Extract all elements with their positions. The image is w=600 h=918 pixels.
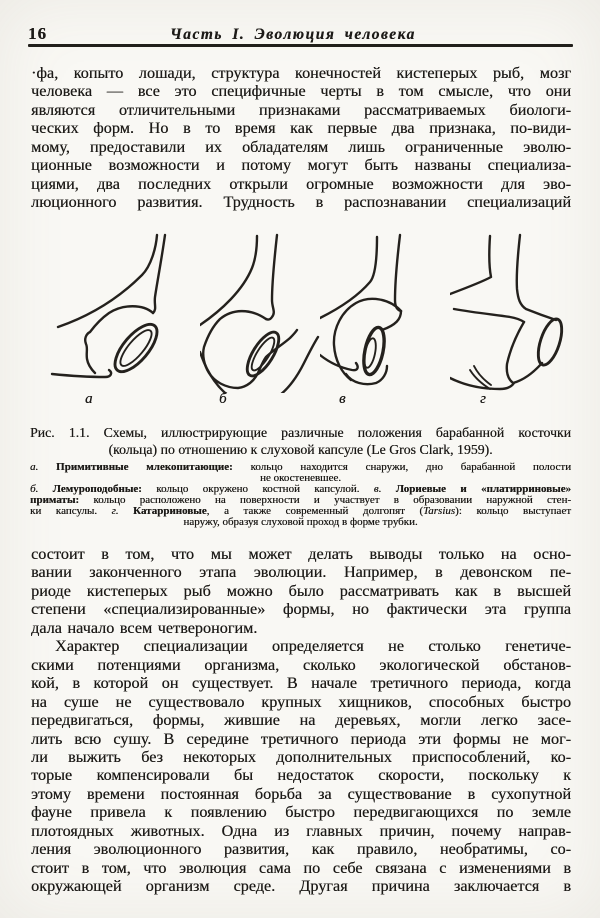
caption-run: кольцо окружено костной капсулой. xyxy=(156,483,374,495)
caption-run: Tarsius xyxy=(423,505,456,517)
caption-run: г. xyxy=(111,505,134,517)
text-line: кой, в которой он существует. В начале третичного периода, когда xyxy=(31,674,571,693)
text-line: фауне привела к появлению быстро передвигающихся по земле xyxy=(31,803,571,822)
body-text-above-figure xyxy=(31,64,571,212)
text-line: человека — все это специфичные черты в том смысле, что они xyxy=(31,82,571,101)
caption-run: Примитивные млекопитающие: xyxy=(56,461,251,473)
figure-panel-b xyxy=(200,233,320,411)
caption-line xyxy=(30,517,571,528)
caption-run: кольцо расположено на поверхности и участвует в образовании наружной стен- xyxy=(93,494,571,506)
text-line: Характер специализации определяется не столько генетиче- xyxy=(55,637,571,656)
figure-caption-notes xyxy=(30,462,571,528)
caption-run: в. xyxy=(373,483,396,495)
text-line: состоит в том, что мы может делать выводы только на осно- xyxy=(31,545,571,563)
caption-run: (кольца) по отношению к слуховой капсуле (Le Gros Clark, 1959). xyxy=(108,442,493,457)
caption-run: а. xyxy=(30,461,57,473)
tympanic-ring-diagram-a xyxy=(47,233,200,393)
figure-label-v: в xyxy=(339,391,346,407)
text-line: ления эволюционного развития, как правило, необратимы, со- xyxy=(31,840,571,859)
text-line: плотоядных животных. Одна из главных причин, почему направ- xyxy=(31,821,571,840)
figure-label-a: а xyxy=(85,391,93,407)
figure-label-g: г xyxy=(480,391,486,407)
caption-run: Катарриновые xyxy=(133,505,207,517)
figure-caption-title xyxy=(30,424,571,458)
caption-run: ): кольцо выступает xyxy=(455,505,572,517)
text-line: лить всю сушу. В середине третичного периода эти формы не мог- xyxy=(31,729,571,748)
caption-run: Рис. 1.1. Схемы, иллюстрирующие различные положения барабанной косточки xyxy=(30,425,571,440)
text-line: торые компенсировали бы недостаток скорости, поскольку к xyxy=(31,766,571,785)
caption-run: приматы: xyxy=(30,494,94,506)
caption-run: ки капсулы. xyxy=(30,505,112,517)
caption-run: наружу, образуя слуховой проход в форме трубки. xyxy=(183,516,418,528)
tympanic-ring-diagram-v xyxy=(320,233,450,393)
text-line: этому времени постоянная борьба за существование в сухопутной xyxy=(31,784,571,803)
text-line: люционного развития. Трудность в распознавании специализаций xyxy=(31,193,571,212)
text-line: риоде кистеперых рыб можно было рассматривать как в высшей xyxy=(31,581,571,600)
paragraph xyxy=(31,637,571,895)
caption-run: Лориевые и «платирриновые» xyxy=(395,483,572,495)
figure-panel-g xyxy=(450,233,577,411)
tympanic-ring-diagram-g xyxy=(450,233,577,393)
body-text-below-figure xyxy=(31,545,571,896)
text-line: вании законченного этапа эволюции. Например, в девонском пе- xyxy=(31,563,571,582)
text-line: циями, два последних открыли огромные возможности для эво- xyxy=(31,174,571,193)
caption-run: кольцо находится снаружи, дно барабанной полости xyxy=(250,461,571,473)
text-line: ческих форм. Но в то время как первые два признака, по-види- xyxy=(31,119,571,138)
text-line: являются отличительными признаками рассматриваемых биологи- xyxy=(31,100,571,119)
header-rule xyxy=(28,44,573,47)
figure-panel-a xyxy=(47,233,200,411)
paragraph xyxy=(31,64,571,212)
text-line: передвигаться, формы, жившие на деревьях, могли легко засе- xyxy=(31,711,571,730)
text-line: на суше не существовало крупных хищников, способных быстро xyxy=(31,692,571,711)
tympanic-ring-diagram-b xyxy=(200,233,320,393)
text-line: скими потенциями организма, сколько экологической обстанов- xyxy=(31,655,571,674)
page-number: 16 xyxy=(28,24,47,43)
figure-label-b: б xyxy=(219,391,227,407)
text-line: окружающей организм среде. Другая причина заключается в xyxy=(31,877,571,896)
text-line: степени «специализированные» формы, но фактически эта группа xyxy=(31,600,571,619)
text-line: ·фа, копыто лошади, структура конечностей кистеперых рыб, мозг xyxy=(31,64,571,82)
caption-run: Лемуроподобные: xyxy=(52,483,157,495)
text-line: дала начало всем четвероногим. xyxy=(31,618,258,637)
text-line: ли выжить без некоторых дополнительных приспособлений, ко- xyxy=(31,747,571,766)
text-line: ционные возможности и потому могут быть названы специализа- xyxy=(31,156,571,175)
caption-run: , а также современный долгопят ( xyxy=(206,505,424,517)
caption-line xyxy=(30,441,571,458)
text-line: стоит в том, что эволюция сама по себе связана с изменениями в xyxy=(31,858,571,877)
figure-panel-v xyxy=(320,233,450,411)
text-line: мому, предоставили их обладателям лишь ограниченные эволю- xyxy=(31,137,571,156)
caption-run: б. xyxy=(30,483,53,495)
figure-1-1 xyxy=(47,233,577,411)
running-title: Часть I. Эволюция человека xyxy=(170,26,416,43)
caption-line xyxy=(30,424,571,441)
caption-run: не окостеневшее. xyxy=(259,472,342,484)
paragraph xyxy=(31,545,571,637)
